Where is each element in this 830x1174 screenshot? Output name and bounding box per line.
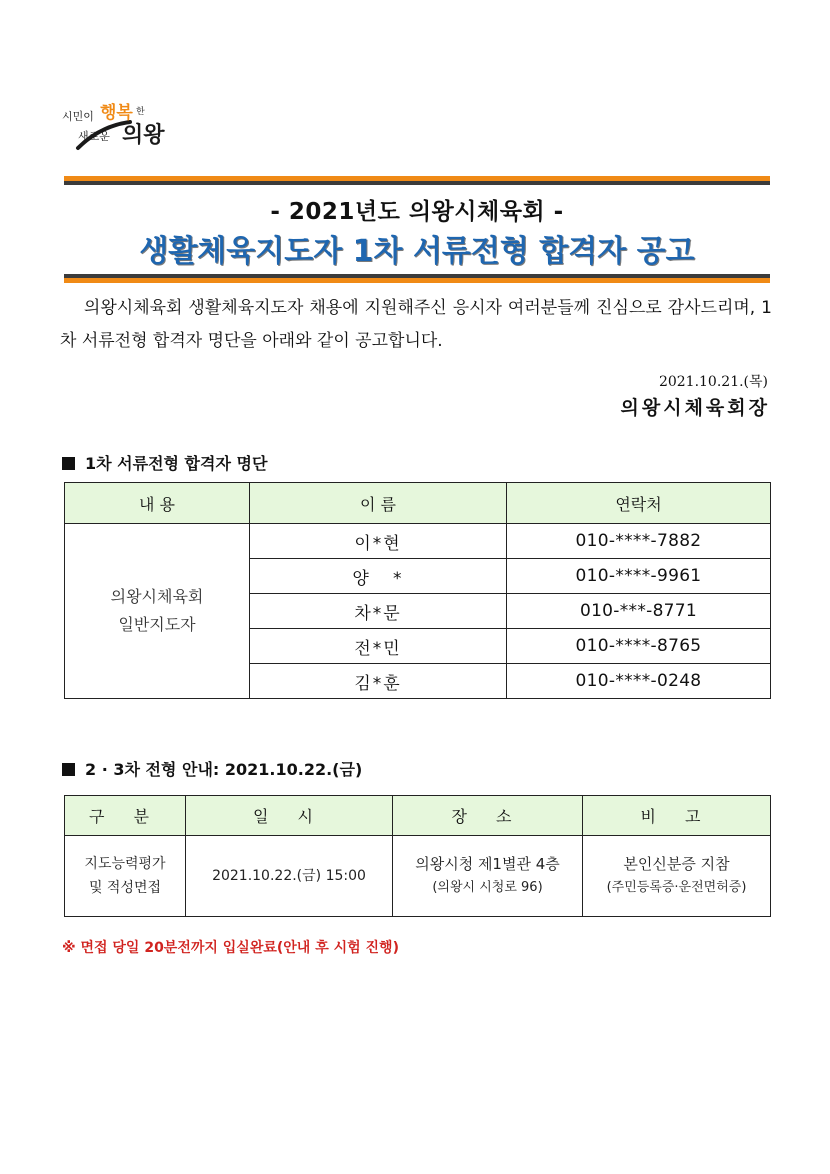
table-header-row <box>65 483 771 524</box>
header-rule-bottom-orange <box>64 278 770 283</box>
column-header-name: 이 름 <box>250 483 507 524</box>
category-line1: 의왕시체육회 <box>110 587 204 606</box>
intro-text: 의왕시체육회 생활체육지도자 채용에 지원해주신 응시자 여러분들께 진심으로 감사드리며, 1차 서류전형 합격자 명단을 아래와 같이 공고합니다. <box>60 298 772 351</box>
column-header-datetime: 일 시 <box>186 796 393 836</box>
logo-line2-prefix: 새로운 <box>78 130 110 143</box>
logo-line1-suffix: 한 <box>136 107 145 117</box>
category-line2: 일반지도자 <box>118 615 196 634</box>
applicant-name: 김*훈 <box>250 664 507 699</box>
announcement-signer: 의왕시체육회장 <box>620 397 770 419</box>
schedule-type-line2: 및 적성면접 <box>88 880 162 896</box>
bullet-square-icon <box>62 457 75 470</box>
schedule-table <box>64 795 771 917</box>
schedule-note-line1: 본인신분증 지참 <box>623 855 730 873</box>
document-subtitle: - 2021년도 의왕시체육회 - <box>270 199 564 225</box>
header-rule-top-gray <box>64 181 770 185</box>
applicant-name: 전*민 <box>250 629 507 664</box>
section2-heading-text: 2 · 3차 전형 안내: 2021.10.22.(금) <box>85 760 363 779</box>
applicant-phone: 010-****-8765 <box>507 629 771 664</box>
schedule-place-line1: 의왕시청 제1별관 4층 <box>415 855 560 873</box>
applicant-phone: 010-****-7882 <box>507 524 771 559</box>
table-row <box>65 524 771 559</box>
schedule-type-cell <box>65 836 186 917</box>
logo-line1-prefix: 시민이 <box>62 110 94 123</box>
applicant-name: 이*현 <box>250 524 507 559</box>
logo-line1-highlight: 행복 <box>100 103 133 123</box>
city-logo <box>60 96 190 156</box>
applicant-name: 양 * <box>250 559 507 594</box>
table-row <box>65 836 771 917</box>
logo-line2-city: 의왕 <box>122 123 165 148</box>
footer-warning-note: ※ 면접 당일 20분전까지 입실완료(안내 후 시험 진행) <box>62 940 399 956</box>
column-header-contact: 연락처 <box>507 483 771 524</box>
schedule-place-line2: (의왕시 시청로 96) <box>432 880 543 895</box>
announcement-date: 2021.10.21.(목) <box>658 374 768 390</box>
intro-paragraph <box>60 292 772 358</box>
column-header-place: 장 소 <box>393 796 583 836</box>
category-cell <box>65 524 250 699</box>
schedule-type-line1: 지도능력평가 <box>84 856 166 872</box>
section1-heading-text: 1차 서류전형 합격자 명단 <box>85 454 268 473</box>
document-title: 생활체육지도자 1차 서류전형 합격자 공고 <box>139 234 695 269</box>
schedule-note-cell <box>583 836 771 917</box>
schedule-place-cell <box>393 836 583 917</box>
column-header-type: 구 분 <box>65 796 186 836</box>
schedule-note-line2: (주민등록증·운전면허증) <box>606 880 747 895</box>
applicant-phone: 010-****-0248 <box>507 664 771 699</box>
column-header-category: 내 용 <box>65 483 250 524</box>
schedule-datetime: 2021.10.22.(금) 15:00 <box>186 836 393 917</box>
section1-heading <box>62 451 267 474</box>
section2-heading <box>62 757 362 780</box>
column-header-note: 비 고 <box>583 796 771 836</box>
applicant-phone: 010-****-9961 <box>507 559 771 594</box>
table-header-row <box>65 796 771 836</box>
applicant-phone: 010-***-8771 <box>507 594 771 629</box>
applicant-name: 차*문 <box>250 594 507 629</box>
passed-applicants-table <box>64 482 771 699</box>
bullet-square-icon <box>62 763 75 776</box>
